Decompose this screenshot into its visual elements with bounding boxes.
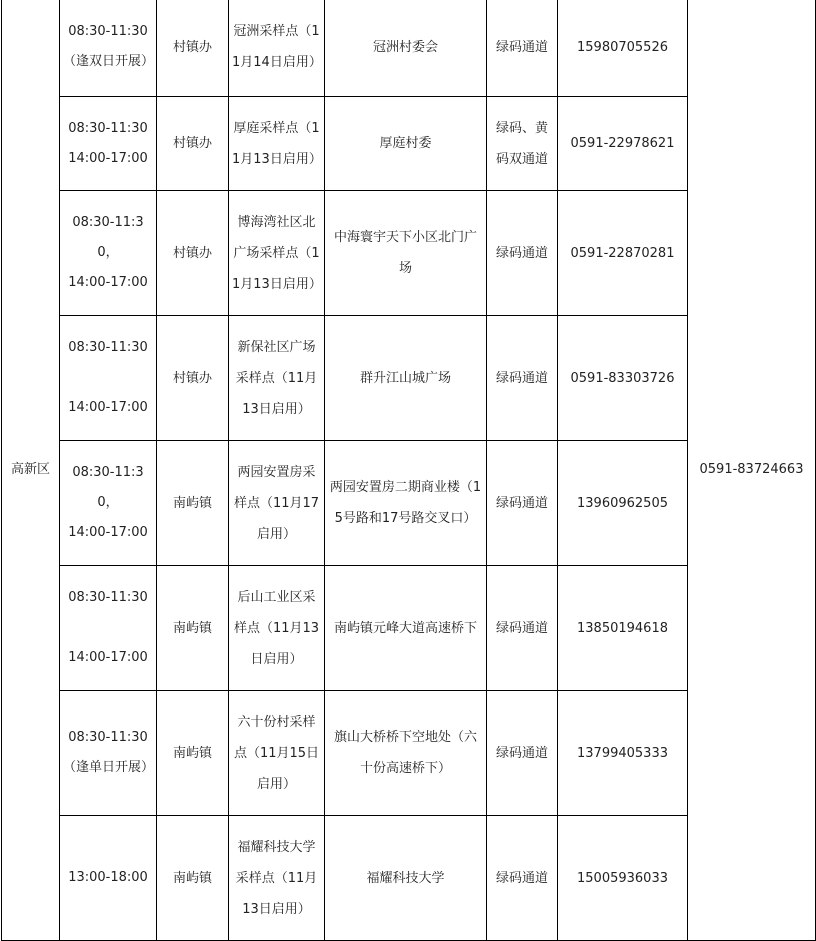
site-cell: 新保社区广场采样点（11月13日启用） <box>229 316 325 441</box>
town-cell: 南屿镇 <box>157 441 229 566</box>
address-cell: 群升江山城广场 <box>325 316 487 441</box>
town-cell: 南屿镇 <box>157 691 229 816</box>
site-cell: 博海湾社区北广场采样点（11月13日启用） <box>229 191 325 316</box>
address-cell: 冠洲村委会 <box>325 0 487 97</box>
district-cell: 高新区 <box>2 0 60 941</box>
time-cell <box>60 316 157 441</box>
time-line: 08:30-11:30 <box>68 590 148 605</box>
site-cell: 两园安置房采样点（11月17启用） <box>229 441 325 566</box>
site-cell: 六十份村采样点（11月15日启用） <box>229 691 325 816</box>
time-line: 08:30-11:30 <box>68 120 148 136</box>
address-cell: 厚庭村委 <box>325 97 487 191</box>
channel-cell: 绿码、黄码双通道 <box>487 97 558 191</box>
phone-cell: 0591-22978621 <box>558 97 688 191</box>
time-line: 08:30-11:30， <box>72 215 144 260</box>
time-cell <box>60 191 157 316</box>
site-cell: 冠洲采样点（11月14日启用） <box>229 0 325 97</box>
time-line: 14:00-17:00 <box>68 150 148 166</box>
phone-cell: 0591-83303726 <box>558 316 688 441</box>
time-cell <box>60 816 157 941</box>
site-cell: 后山工业区采样点（11月13日启用） <box>229 566 325 691</box>
time-line: 08:30-11:30 <box>68 340 148 355</box>
time-cell <box>60 691 157 816</box>
channel-cell: 绿码通道 <box>487 691 558 816</box>
town-cell: 南屿镇 <box>157 566 229 691</box>
address-cell: 两园安置房二期商业楼（15号路和17号路交叉口） <box>325 441 487 566</box>
time-line <box>63 363 153 393</box>
town-cell: 村镇办 <box>157 191 229 316</box>
phone-cell: 15005936033 <box>558 816 688 941</box>
time-line: 14:00-17:00 <box>68 275 148 290</box>
channel-cell: 绿码通道 <box>487 316 558 441</box>
time-cell <box>60 97 157 191</box>
phone-cell: 0591-22870281 <box>558 191 688 316</box>
address-cell: 南屿镇元峰大道高速桥下 <box>325 566 487 691</box>
channel-cell: 绿码通道 <box>487 441 558 566</box>
time-line: 14:00-17:00 <box>68 650 148 665</box>
address-cell: 福耀科技大学 <box>325 816 487 941</box>
channel-cell: 绿码通道 <box>487 191 558 316</box>
phone-cell: 15980705526 <box>558 0 688 97</box>
time-cell <box>60 441 157 566</box>
sampling-sites-table <box>1 0 816 941</box>
site-cell: 厚庭采样点（11月13日启用） <box>229 97 325 191</box>
time-line: 08:30-11:30， <box>72 465 144 510</box>
table-row <box>2 0 816 97</box>
channel-cell: 绿码通道 <box>487 0 558 97</box>
channel-cell: 绿码通道 <box>487 816 558 941</box>
time-line: 08:30-11:30 <box>68 730 148 745</box>
time-line: （逢双日开展） <box>63 54 155 69</box>
time-line: 14:00-17:00 <box>68 400 148 415</box>
town-cell: 村镇办 <box>157 97 229 191</box>
address-cell: 旗山大桥桥下空地处（六十份高速桥下） <box>325 691 487 816</box>
channel-cell: 绿码通道 <box>487 566 558 691</box>
time-line: 08:30-11:30 <box>68 24 148 39</box>
table-body <box>2 0 816 941</box>
site-cell: 福耀科技大学采样点（11月13日启用） <box>229 816 325 941</box>
time-line <box>63 613 153 643</box>
town-cell: 村镇办 <box>157 316 229 441</box>
time-line: 14:00-17:00 <box>68 525 148 540</box>
time-line: 13:00-18:00 <box>68 870 148 885</box>
address-cell: 中海寰宇天下小区北门广场 <box>325 191 487 316</box>
phone-cell: 13850194618 <box>558 566 688 691</box>
time-line: （逢单日开展） <box>63 760 155 775</box>
hotline-cell: 0591-83724663 <box>688 0 816 941</box>
time-cell <box>60 0 157 97</box>
town-cell: 村镇办 <box>157 0 229 97</box>
phone-cell: 13960962505 <box>558 441 688 566</box>
town-cell: 南屿镇 <box>157 816 229 941</box>
phone-cell: 13799405333 <box>558 691 688 816</box>
time-cell <box>60 566 157 691</box>
